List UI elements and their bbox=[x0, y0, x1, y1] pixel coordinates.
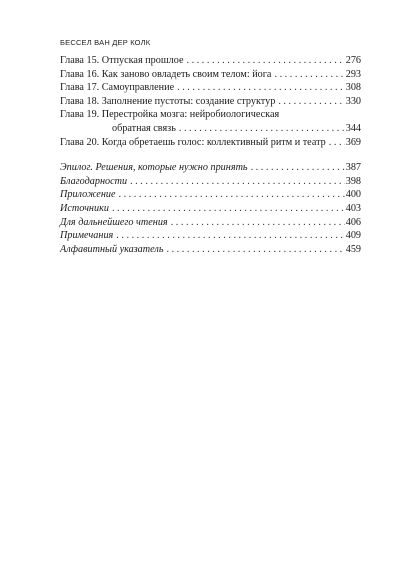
toc-entry-epilogue bbox=[60, 161, 361, 175]
toc-entry-appendix bbox=[60, 188, 361, 202]
dot-leader bbox=[115, 188, 345, 202]
dot-leader bbox=[127, 175, 345, 189]
toc-entry-page: 406 bbox=[345, 216, 361, 228]
toc-entry-page: 409 bbox=[345, 230, 361, 242]
toc-entry-title: Для дальнейшего чтения bbox=[60, 216, 168, 228]
toc-entry-page: 308 bbox=[345, 82, 361, 94]
toc-entry-page: 344 bbox=[345, 122, 361, 134]
dot-leader bbox=[163, 243, 345, 257]
toc-entry-page: 330 bbox=[345, 95, 361, 107]
toc-entry-title-continuation: обратная связь bbox=[112, 122, 176, 134]
toc-entry-title: Глава 18. Заполнение пустоты: создание структур bbox=[60, 95, 276, 107]
dot-leader bbox=[184, 54, 346, 68]
running-head: БЕССЕЛ ВАН ДЕР КОЛК bbox=[60, 38, 151, 47]
toc-entry-sources bbox=[60, 202, 361, 216]
toc-entry-notes bbox=[60, 229, 361, 243]
toc-entry-title: Благодарности bbox=[60, 175, 128, 187]
toc-entry-title: Алфавитный указатель bbox=[60, 243, 164, 255]
toc-entry-chapter-19 bbox=[60, 122, 361, 136]
toc-entry-further-reading bbox=[60, 216, 361, 230]
dot-leader bbox=[326, 136, 345, 150]
toc-entry-page: 293 bbox=[345, 68, 361, 80]
toc-entry-page: 387 bbox=[345, 162, 361, 174]
toc-entry-title: Приложение bbox=[60, 189, 116, 201]
dot-leader bbox=[248, 161, 345, 175]
toc-entry-title: Глава 16. Как заново овладеть своим телом: йога bbox=[60, 68, 272, 80]
toc-entry-index bbox=[60, 243, 361, 257]
section-gap bbox=[60, 149, 361, 161]
toc-entry-title: Эпилог. Решения, которые нужно принять bbox=[60, 162, 248, 174]
toc-entry-chapter-16 bbox=[60, 68, 361, 82]
toc-entry-title: Глава 15. Отпуская прошлое bbox=[60, 55, 184, 66]
dot-leader bbox=[174, 81, 345, 95]
toc-entry-page: 459 bbox=[345, 243, 361, 255]
toc-entry-page: 276 bbox=[345, 55, 361, 66]
dot-leader bbox=[271, 68, 345, 82]
toc-entry-page: 398 bbox=[345, 175, 361, 187]
dot-leader bbox=[168, 216, 345, 230]
dot-leader bbox=[176, 122, 345, 136]
toc-entry-title: Источники bbox=[60, 202, 109, 214]
toc-entry-title: Глава 17. Самоуправление bbox=[60, 82, 175, 94]
toc-entry-chapter-19-first-line: Глава 19. Перестройка мозга: нейробиологическая bbox=[60, 109, 280, 121]
toc-entry-title: Примечания bbox=[60, 230, 114, 242]
table-of-contents bbox=[60, 54, 361, 256]
toc-entry-page: 400 bbox=[345, 189, 361, 201]
dot-leader bbox=[275, 95, 345, 109]
dot-leader bbox=[113, 229, 345, 243]
toc-entry-page: 369 bbox=[345, 136, 361, 148]
toc-entry-title: Глава 20. Когда обретаешь голос: коллективный ритм и театр bbox=[60, 136, 326, 148]
toc-entry-chapter-18 bbox=[60, 95, 361, 109]
toc-entry-chapter-20 bbox=[60, 136, 361, 150]
dot-leader bbox=[109, 202, 345, 216]
toc-entry-chapter-15 bbox=[60, 54, 361, 68]
toc-entry-chapter-17 bbox=[60, 81, 361, 95]
toc-entry-page: 403 bbox=[345, 202, 361, 214]
toc-entry-acknowledgements bbox=[60, 175, 361, 189]
